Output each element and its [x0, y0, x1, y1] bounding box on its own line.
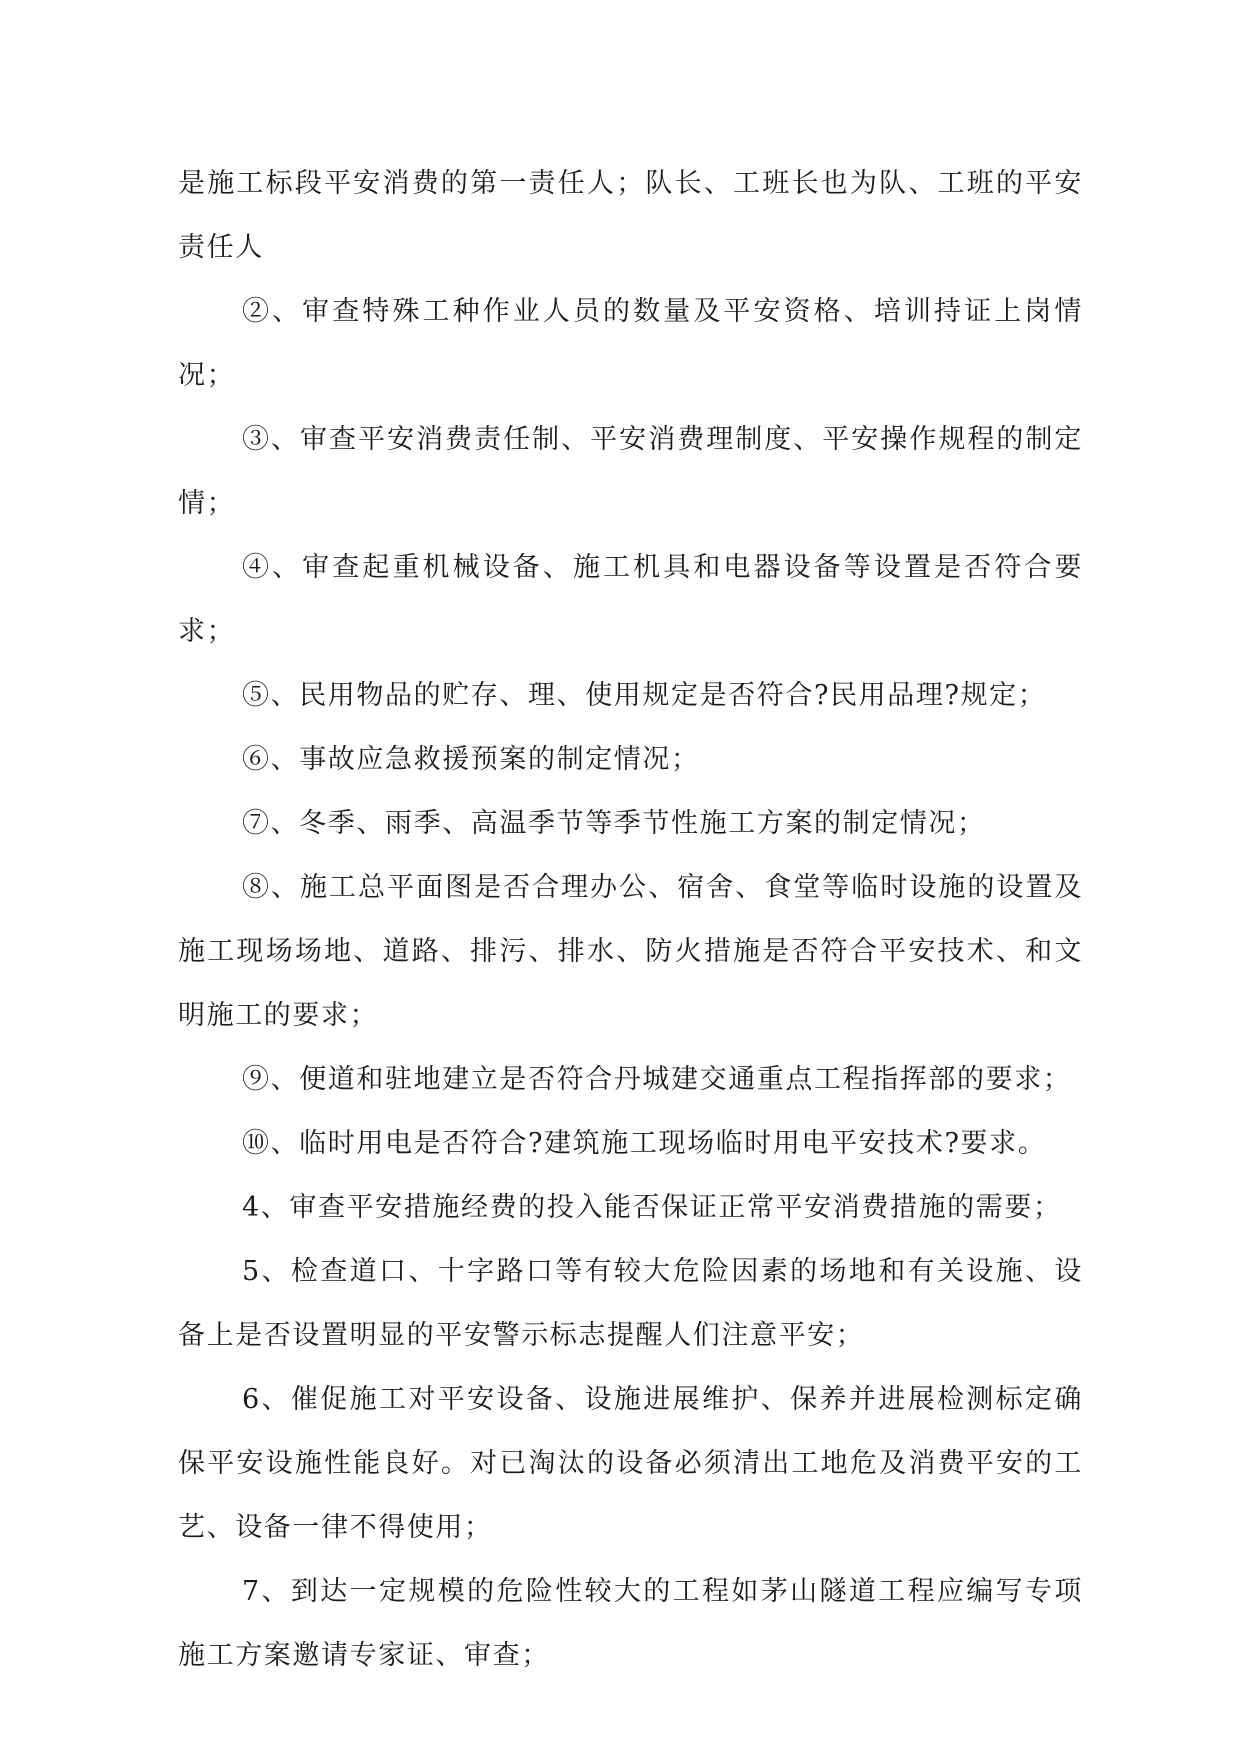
document-body — [178, 152, 1083, 1688]
paragraph-4: ④、审查起重机械设备、施工机具和电器设备等设置是否符合要求； — [178, 552, 1083, 647]
paragraph-6: ⑥、事故应急救援预案的制定情况； — [242, 744, 700, 775]
paragraph-2: ②、审查特殊工种作业人员的数量及平安资格、培训持证上岗情况； — [178, 296, 1083, 391]
paragraph-11: 4、审查平安措施经费的投入能否保证正常平安消费措施的需要； — [242, 1192, 1062, 1223]
paragraph-8: ⑧、施工总平面图是否合理办公、宿舍、食堂等临时设施的设置及施工现场场地、道路、排污、排水、防火措施是否符合平安技术、和文明施工的要求； — [178, 872, 1083, 1031]
paragraph-3: ③、审查平安消费责任制、平安消费理制度、平安操作规程的制定情； — [178, 424, 1083, 519]
paragraph-13: 6、催促施工对平安设备、设施进展维护、保养并进展检测标定确保平安设施性能良好。对已淘汰的设备必须清出工地危及消费平安的工艺、设备一律不得使用； — [178, 1384, 1083, 1543]
paragraph-10: ⑩、临时用电是否符合?建筑施工现场临时用电平安技术?要求。 — [242, 1128, 1047, 1159]
paragraph-5: ⑤、民用物品的贮存、理、使用规定是否符合?民用品理?规定； — [242, 680, 1047, 711]
paragraph-14: 7、到达一定规模的危险性较大的工程如茅山隧道工程应编写专项施工方案邀请专家证、审查； — [178, 1576, 1083, 1671]
paragraph-1: 是施工标段平安消费的第一责任人；队长、工班长也为队、工班的平安责任人 — [178, 168, 1083, 263]
paragraph-9: ⑨、便道和驻地建立是否符合丹城建交通重点工程指挥部的要求； — [242, 1064, 1072, 1095]
paragraph-12: 5、检查道口、十字路口等有较大危险因素的场地和有关设施、设备上是否设置明显的平安警示标志提醒人们注意平安； — [178, 1256, 1083, 1351]
paragraph-7: ⑦、冬季、雨季、高温季节等季节性施工方案的制定情况； — [242, 808, 986, 839]
